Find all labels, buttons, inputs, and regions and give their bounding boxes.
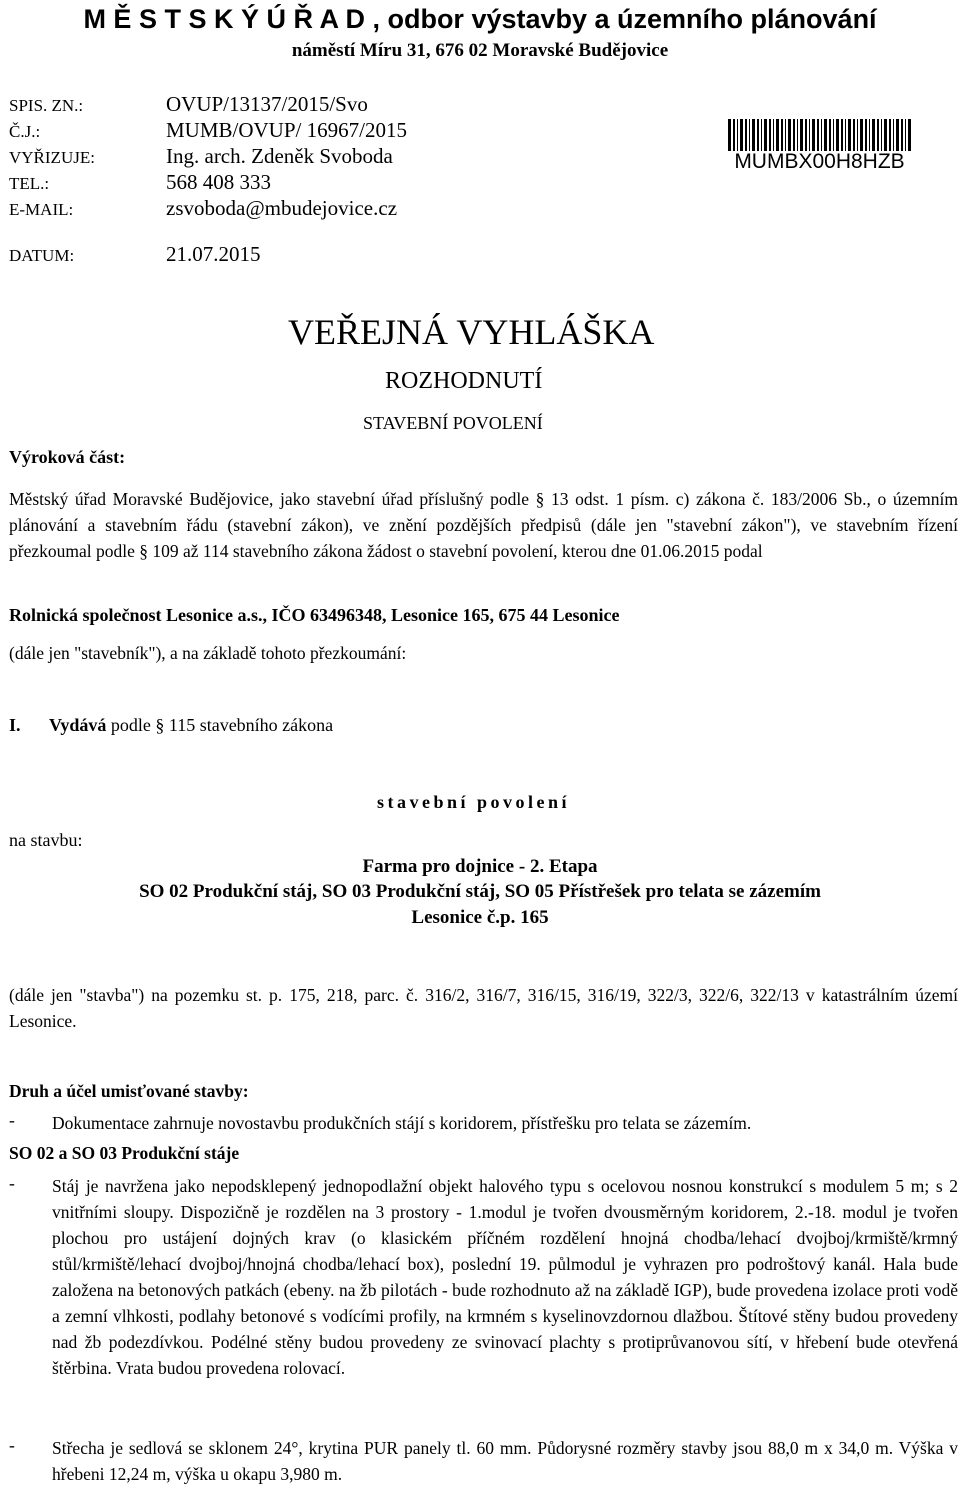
vyrokova-cast-label: Výroková část: (9, 447, 126, 467)
barcode-bar (776, 119, 779, 151)
barcode-bar (841, 119, 843, 151)
barcode-bar (893, 119, 894, 151)
office-title: M Ě S T S K Ý Ú Ř A D , odbor výstavby a územního plánování (83, 4, 877, 34)
tel-value: 568 408 333 (166, 170, 271, 194)
barcode-bar (821, 119, 822, 151)
barcode-bar (740, 119, 743, 151)
barcode-bar (881, 119, 882, 151)
list-item-staj: Stáj je navržena jako nepodsklepený jednopodlažní objekt halového typu s ocelovou nosnou konstrukcí s modulem 5 m; s 2 vnitřními sloupy. Dispozičně je rozdělen na 3 prostory - 1.modul je tvořen dvousměrným koridorem, 2.-18. modul je tvořen plochou pro ustájení dojných krav (o klasickém příčném rozdělení hnojná chodba/lehací dvojboj/krmiště/krmný stůl/krmiště/lehací dvojboj/hnojná chodba/lehací box), poslední 19. půlmodul je vyhrazen pro podroštový kanál. Hala bude založena na betonových patkách (ebeny. na žb pilotách - bude rozhodnuto až na základě IGP), bude provedena izolace proti vodě a zemní vlhkosti, podlahy betonové s vodícími profily, na krmném s kyselinovzdornou dlažbou. Štítové stěny budou provedeny nad žb podezdívkou. Podélné stěny budou provedeny ze svinovací plachty s protiprůvanovou sítí, v hřebení bude otevřená štěrbina. Vrata budou provedena rolovací. (52, 1176, 958, 1378)
barcode-bar (869, 119, 870, 151)
office-address: náměstí Míru 31, 676 02 Moravské Budějovice (291, 40, 669, 61)
project-address: Lesonice č.p. 165 (411, 907, 549, 928)
barcode-bar (797, 119, 798, 151)
na-stavbu-label: na stavbu: (9, 830, 83, 850)
barcode-text: MUMBX00H8HZB (734, 150, 905, 173)
barcode-bar (865, 119, 867, 151)
barcode-bar (785, 119, 786, 151)
barcode-bar (905, 119, 906, 151)
barcode-bar (788, 119, 791, 151)
vydava-tail: podle § 115 stavebního zákona (106, 715, 334, 735)
applicant-tail: (dále jen "stavebník"), a na základě tohoto přezkoumání: (9, 643, 407, 663)
project-name: Farma pro dojnice - 2. Etapa (362, 856, 598, 877)
barcode-bar (889, 119, 891, 151)
barcode-bar (745, 119, 747, 151)
heading-stavebni-povoleni: STAVEBNÍ POVOLENÍ (363, 413, 543, 433)
barcode-bar (737, 119, 738, 151)
barcode-bar (857, 119, 858, 151)
barcode-bar (805, 119, 807, 151)
permit-spaced-title: stavební povolení (376, 792, 571, 812)
barcode-bar (764, 119, 767, 151)
barcode-bar (793, 119, 795, 151)
applicant-line: Rolnická společnost Lesonice a.s., IČO 63496348, Lesonice 165, 675 44 Lesonice (9, 605, 620, 625)
vyrizuje-label: VYŘIZUJE: (9, 148, 95, 167)
barcode-bar (800, 119, 803, 151)
email-label: E-MAIL: (9, 200, 74, 219)
barcode-bar (833, 119, 834, 151)
barcode-bar (769, 119, 771, 151)
barcode-bar (757, 119, 759, 151)
barcode-bar (896, 119, 899, 151)
list-item-dokumentace: Dokumentace zahrnuje novostavbu produkčních stájí s koridorem, přístřešku pro telata se zázemím. (52, 1113, 752, 1133)
barcode-bar (908, 119, 911, 151)
barcode-bar (728, 119, 731, 151)
roman-numeral: I. (9, 715, 21, 735)
email-value: zsvoboda@mbudejovice.cz (166, 196, 398, 220)
barcode-bar (809, 119, 810, 151)
list-dash: - (9, 1110, 15, 1130)
decision-line (9, 715, 333, 736)
heading-verejna-vyhlaska: VEŘEJNÁ VYHLÁŠKA (288, 312, 655, 352)
spis-value: OVUP/13137/2015/Svo (166, 92, 368, 116)
list-dash: - (9, 1435, 15, 1455)
barcode-bar (853, 119, 855, 151)
barcode-bar (836, 119, 839, 151)
barcode-bar (884, 119, 887, 151)
barcode-bar (860, 119, 863, 151)
barcode-bar (733, 119, 735, 151)
vyrizuje-value: Ing. arch. Zdeněk Svoboda (166, 144, 393, 168)
cj-value: MUMB/OVUP/ 16967/2015 (166, 118, 407, 142)
cj-label: Č.J.: (9, 122, 41, 141)
heading-rozhodnuti: ROZHODNUTÍ (385, 368, 543, 394)
project-objects: SO 02 Produkční stáj, SO 03 Produkční stáj, SO 05 Přístřešek pro telata se zázemím (139, 881, 821, 902)
spis-label: SPIS. ZN.: (9, 96, 84, 115)
barcode-bar (845, 119, 846, 151)
barcode-bar (752, 119, 755, 151)
barcode-bar (817, 119, 819, 151)
list-dash: - (9, 1173, 15, 1193)
datum-value: 21.07.2015 (166, 242, 261, 266)
barcode-bar (781, 119, 783, 151)
vydava-word: Vydává (49, 715, 107, 735)
barcode-image (728, 119, 911, 151)
datum-label: DATUM: (9, 246, 75, 265)
barcode-bar (829, 119, 831, 151)
location-paragraph: (dále jen "stavba") na pozemku st. p. 175, 218, parc. č. 316/2, 316/7, 316/15, 316/19, 322/3, 322/6, 322/13 v katastrálním území Lesonice. (9, 985, 958, 1031)
section-so02-so03: SO 02 a SO 03 Produkční stáje (9, 1143, 240, 1163)
barcode-bar (901, 119, 903, 151)
barcode-bar (877, 119, 879, 151)
barcode-bar (761, 119, 762, 151)
barcode-bar (848, 119, 851, 151)
barcode-bar (773, 119, 774, 151)
tel-label: TEL.: (9, 174, 50, 193)
barcode-bar (812, 119, 815, 151)
list-item-strecha: Střecha je sedlová se sklonem 24°, krytina PUR panely tl. 60 mm. Půdorysné rozměry stavby jsou 88,0 m x 34,0 m. Výška v hřebeni 12,24 m, výška u okapu 3,980 m. (52, 1438, 958, 1484)
barcode-bar (824, 119, 827, 151)
intro-paragraph: Městský úřad Moravské Budějovice, jako stavební úřad příslušný podle § 13 odst. 1 písm. c) zákona č. 183/2006 Sb., o územním plánování a stavebním řádu (stavební zákon), ve znění pozdějších předpisů (dále jen "stavební zákon"), ve stavebním řízení přezkoumal podle § 109 až 114 stavebního zákona žádost o stavební povolení, kterou dne 01.06.2015 podal (9, 489, 958, 561)
barcode-bar (749, 119, 750, 151)
barcode-bar (872, 119, 875, 151)
section-druh-ucel: Druh a účel umisťované stavby: (9, 1081, 249, 1101)
